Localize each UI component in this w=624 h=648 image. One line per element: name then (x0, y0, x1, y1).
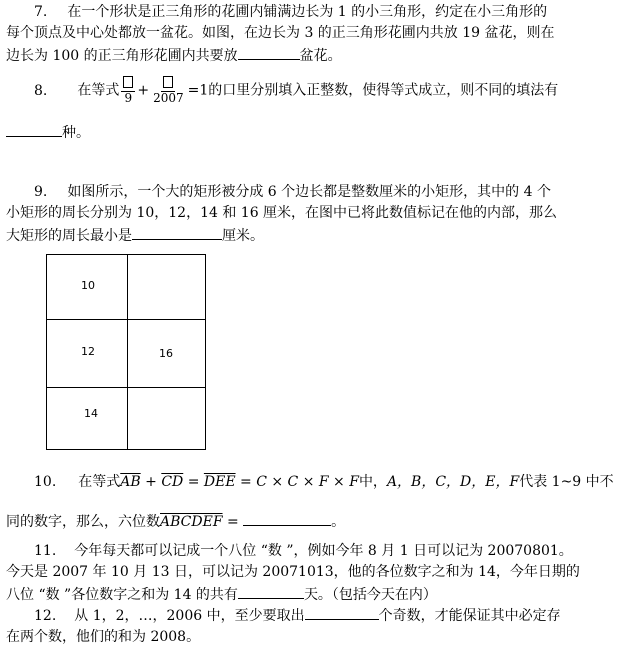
q8-answer-blank (6, 121, 62, 137)
q8-post: 的口里分别填入正整数，使得等式成立，则不同的填法有 (208, 82, 559, 99)
q8-line-1 (6, 76, 618, 105)
q10-eq2: = C × C × F × F (235, 474, 359, 490)
q11-number: 11. (34, 543, 57, 559)
question-9 (6, 182, 618, 247)
grid-horizontal-divider-1 (47, 319, 205, 320)
q11-answer-blank (238, 583, 304, 599)
q7-number: 7. (34, 4, 48, 20)
q10-mid: 中， (358, 474, 387, 490)
q11-text-1: 今年每天都可以记成一个八位 “数 ”，例如今年 8 月 1 日可以记为 20070801。 (74, 543, 573, 559)
q8-plus: + (137, 82, 150, 99)
q9-line-3 (6, 224, 618, 247)
q12-text-1a: 从 1，2，…，2006 中，至少要取出 (74, 608, 305, 624)
q9-text-1: 如图所示，一个大的矩形被分成 6 个边长都是整数厘米的小矩形，其中的 4 个 (67, 184, 551, 200)
q10-post: 代表 1~9 中不 (519, 474, 614, 490)
q10-dee: $\overline{DEE}$ (203, 474, 236, 490)
q10-text-2a: 同的数字，那么，六位数 (6, 514, 160, 530)
q10-ab: $\overline{AB}$ (120, 474, 141, 490)
q8-text-2: 种。 (62, 125, 90, 141)
grid-vertical-divider (127, 255, 128, 449)
q12-text-1b: 个奇数，才能保证其中必定存 (378, 608, 561, 624)
q8-f2-den: 2007 (153, 91, 184, 105)
q9-line-1 (6, 182, 618, 203)
q7-text-1: 在一个形状是正三角形的花圃内铺满边长为 1 的小三角形，约定在小三角形的 (67, 4, 548, 20)
q9-text-3: 大矩形的周长最小是 (6, 228, 132, 244)
q11-text-3: 八位 “数 ”各位数字之和为 14 的共有 (6, 587, 238, 603)
q10-answer-blank (243, 510, 331, 526)
q8-eq: =1 (187, 82, 209, 99)
grid-horizontal-divider-2 (47, 387, 205, 388)
cell-16: 16 (159, 347, 173, 360)
question-7 (6, 2, 618, 67)
cell-10: 10 (81, 279, 95, 292)
q10-abcdef: ABCDEF (160, 514, 223, 530)
q10-line-2 (6, 510, 618, 533)
question-11 (6, 541, 618, 606)
q9-answer-blank (132, 224, 222, 240)
q7-answer-blank (238, 44, 300, 60)
q9-text-3b: 厘米。 (222, 228, 264, 244)
q12-line-2: 在两个数，他们的和为 2008。 (6, 629, 201, 645)
q10-pre: 在等式 (78, 474, 121, 490)
rectangle-grid-figure (46, 254, 206, 450)
cell-12: 12 (81, 345, 95, 358)
q10-cd: $\overline{CD}$ (161, 474, 184, 490)
q10-letters: A，B，C，D，E，F (386, 474, 520, 490)
q10-number: 10. (34, 474, 57, 490)
q11-text-3b: 天。（包括今天在内） (303, 587, 437, 603)
q12-number: 12. (34, 608, 57, 624)
q12-line-1 (6, 604, 618, 627)
q10-plus: + (140, 474, 162, 490)
q9-number: 9. (34, 184, 48, 200)
question-12 (6, 604, 618, 648)
q7-text-3b: 盆花。 (299, 48, 342, 64)
q7-line-2: 每个顶点及中心处都放一盆花。如图，在边长为 3 的正三角形花圃内共放 19 盆花，则在 (6, 25, 555, 41)
q8-box-1 (123, 76, 133, 88)
q8-fraction-1 (121, 76, 135, 105)
q7-text-3: 边长为 100 的正三角形花圃内共要放 (6, 48, 238, 64)
q11-line-2: 今天是 2007 年 10 月 13 日，可以记为 20071013，他的各位数字之和为 14，今年日期的 (6, 564, 580, 580)
question-10 (6, 472, 618, 493)
q11-line-1 (6, 541, 618, 562)
q11-line-3 (6, 583, 618, 606)
q10-text-2c: 。 (331, 514, 346, 530)
q8-number: 8. (34, 82, 48, 99)
cell-14: 14 (84, 407, 98, 420)
q8-line-2 (6, 121, 618, 144)
q10-line-1 (6, 472, 618, 493)
q8-fraction-2 (151, 76, 186, 105)
question-8 (6, 76, 618, 105)
q8-f1-den: 9 (124, 91, 133, 105)
q8-box-2 (163, 76, 173, 88)
q7-line-3 (6, 44, 618, 67)
q7-line-1 (6, 2, 618, 23)
q9-line-2: 小矩形的周长分别为 10，12，14 和 16 厘米，在图中已将此数值标记在他的内部，那么 (6, 205, 558, 221)
q10-text-2b: = (222, 514, 244, 530)
q8-pre: 在等式 (77, 82, 120, 99)
q10-eq1: = (183, 474, 204, 490)
q12-answer-blank (305, 604, 379, 620)
